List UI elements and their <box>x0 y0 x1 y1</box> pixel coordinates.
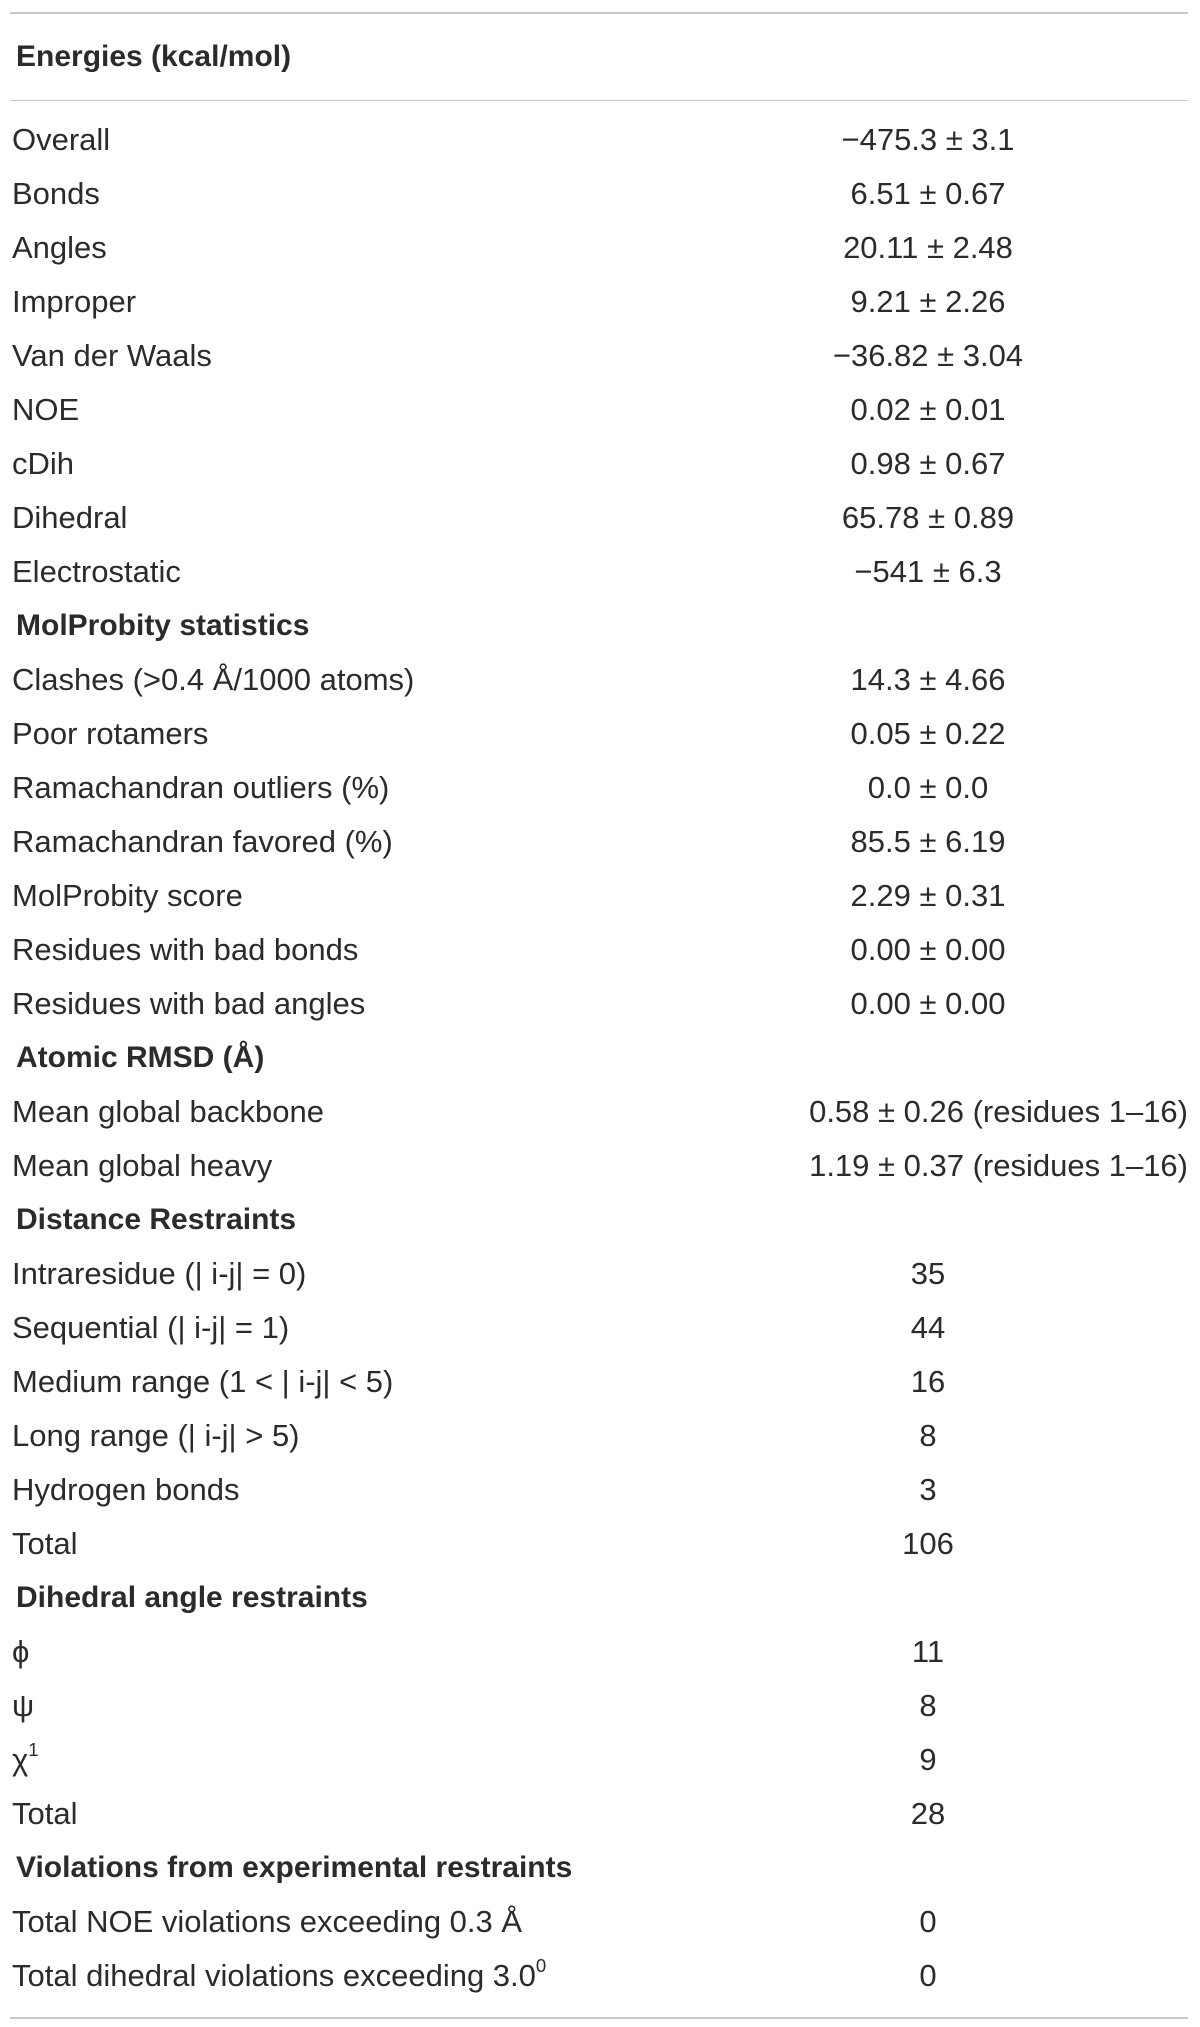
row-value: −36.82 ± 3.04 <box>832 338 1024 373</box>
row-label: Van der Waals <box>12 338 212 373</box>
row-value: 106 <box>902 1526 954 1561</box>
row-value: 0.0 ± 0.0 <box>867 770 989 805</box>
row-value: 16 <box>910 1364 946 1399</box>
section-title: Distance Restraints <box>16 1203 297 1236</box>
table-row <box>10 1949 1188 2003</box>
table-row <box>10 275 1188 329</box>
row-value: 0.05 ± 0.22 <box>850 716 1006 751</box>
row-label: Clashes (>0.4 Å/1000 atoms) <box>12 662 415 697</box>
section-heading-violations <box>10 1841 1188 1895</box>
row-value: 20.11 ± 2.48 <box>843 230 1013 265</box>
row-value: 6.51 ± 0.67 <box>850 176 1006 211</box>
table-row <box>10 329 1188 383</box>
table-row <box>10 761 1188 815</box>
row-label: ψ <box>12 1688 35 1723</box>
section-title: Atomic RMSD (Å) <box>16 1041 265 1074</box>
row-label: Mean global heavy <box>12 1148 273 1183</box>
bottom-rule <box>10 2017 1188 2019</box>
table-row <box>10 167 1188 221</box>
table-row <box>10 1301 1188 1355</box>
top-rule <box>10 12 1188 14</box>
table-row <box>10 653 1188 707</box>
header-rule <box>10 100 1188 101</box>
table-row <box>10 491 1188 545</box>
row-value: 8 <box>919 1418 937 1453</box>
table-row <box>10 113 1188 167</box>
row-label: Intraresidue (| i-j| = 0) <box>12 1256 307 1291</box>
row-label: Electrostatic <box>12 554 181 589</box>
row-label: Total <box>12 1796 78 1831</box>
row-label: Bonds <box>12 176 100 211</box>
table-row <box>10 437 1188 491</box>
row-label: Mean global backbone <box>12 1094 324 1129</box>
row-label: Medium range (1 < | i-j| < 5) <box>12 1364 394 1399</box>
row-value: 44 <box>910 1310 946 1345</box>
table-row <box>10 707 1188 761</box>
row-value: 11 <box>911 1634 945 1669</box>
row-value: 0.02 ± 0.01 <box>850 392 1006 427</box>
row-value: 0.00 ± 0.00 <box>850 986 1006 1021</box>
row-value: 28 <box>910 1796 946 1831</box>
row-value: 9 <box>919 1742 937 1777</box>
row-label <box>10 1955 668 1994</box>
row-value: 9.21 ± 2.26 <box>850 284 1006 319</box>
table-row <box>10 1625 1188 1679</box>
row-value: 0.98 ± 0.67 <box>850 446 1006 481</box>
section-heading-dihedral <box>10 1571 1188 1625</box>
table-row <box>10 1085 1188 1139</box>
table-row <box>10 383 1188 437</box>
row-label: Angles <box>12 230 107 265</box>
row-label: Residues with bad angles <box>12 986 366 1021</box>
row-value: 14.3 ± 4.66 <box>850 662 1006 697</box>
row-label: NOE <box>12 392 80 427</box>
table-row <box>10 923 1188 977</box>
section-title: MolProbity statistics <box>16 609 310 642</box>
row-label: Dihedral <box>12 500 128 535</box>
row-label: cDih <box>12 446 75 481</box>
table-row <box>10 869 1188 923</box>
label-text: Total dihedral violations exceeding 3.0 <box>12 1958 536 1993</box>
table-row <box>10 1247 1188 1301</box>
row-value: 0.00 ± 0.00 <box>850 932 1006 967</box>
row-value: −541 ± 6.3 <box>854 554 1002 589</box>
table-row <box>10 1409 1188 1463</box>
row-value: 65.78 ± 0.89 <box>841 500 1015 535</box>
row-value: −475.3 ± 3.1 <box>841 122 1015 157</box>
row-label: Poor rotamers <box>12 716 209 751</box>
table-row <box>10 545 1188 599</box>
row-value: 0 <box>919 1958 937 1993</box>
superscript: 1 <box>28 1739 39 1761</box>
restraints-table <box>10 12 1188 2019</box>
table-row <box>10 815 1188 869</box>
table-row <box>10 977 1188 1031</box>
table-row <box>10 1679 1188 1733</box>
table-header: Energies (kcal/mol) <box>16 40 292 73</box>
section-heading-molprobity <box>10 599 1188 653</box>
row-label: Total <box>12 1526 78 1561</box>
row-label: Residues with bad bonds <box>12 932 359 967</box>
row-label: ϕ <box>12 1634 30 1669</box>
row-value: 35 <box>910 1256 946 1291</box>
table-row <box>10 1463 1188 1517</box>
section-title: Dihedral angle restraints <box>16 1581 368 1614</box>
row-label: Long range (| i-j| > 5) <box>12 1418 300 1453</box>
table-row <box>10 1895 1188 1949</box>
row-label: Total NOE violations exceeding 0.3 Å <box>12 1904 523 1939</box>
section-heading-rmsd <box>10 1031 1188 1085</box>
table-row <box>10 1139 1188 1193</box>
row-value: 8 <box>919 1688 937 1723</box>
row-value: 0.58 ± 0.26 (residues 1–16) <box>809 1094 1188 1129</box>
row-value: 85.5 ± 6.19 <box>850 824 1006 859</box>
table-row <box>10 1787 1188 1841</box>
row-value: 2.29 ± 0.31 <box>850 878 1006 913</box>
table-row <box>10 221 1188 275</box>
table-row <box>10 1517 1188 1571</box>
row-label: MolProbity score <box>12 878 243 913</box>
row-label: Overall <box>12 122 111 157</box>
row-value: 1.19 ± 0.37 (residues 1–16) <box>809 1148 1188 1183</box>
row-label: Hydrogen bonds <box>12 1472 240 1507</box>
section-title: Violations from experimental restraints <box>16 1851 573 1884</box>
table-row <box>10 1355 1188 1409</box>
section-heading-distance <box>10 1193 1188 1247</box>
row-value: 3 <box>919 1472 937 1507</box>
row-label: Ramachandran outliers (%) <box>12 770 390 805</box>
row-label: Sequential (| i-j| = 1) <box>12 1310 290 1345</box>
row-label: Improper <box>12 284 137 319</box>
row-label <box>10 1739 668 1778</box>
row-value: 0 <box>919 1904 937 1939</box>
superscript: 0 <box>535 1955 547 1977</box>
table-row <box>10 1733 1188 1787</box>
row-label: Ramachandran favored (%) <box>12 824 393 859</box>
chi-symbol: χ <box>12 1742 29 1777</box>
